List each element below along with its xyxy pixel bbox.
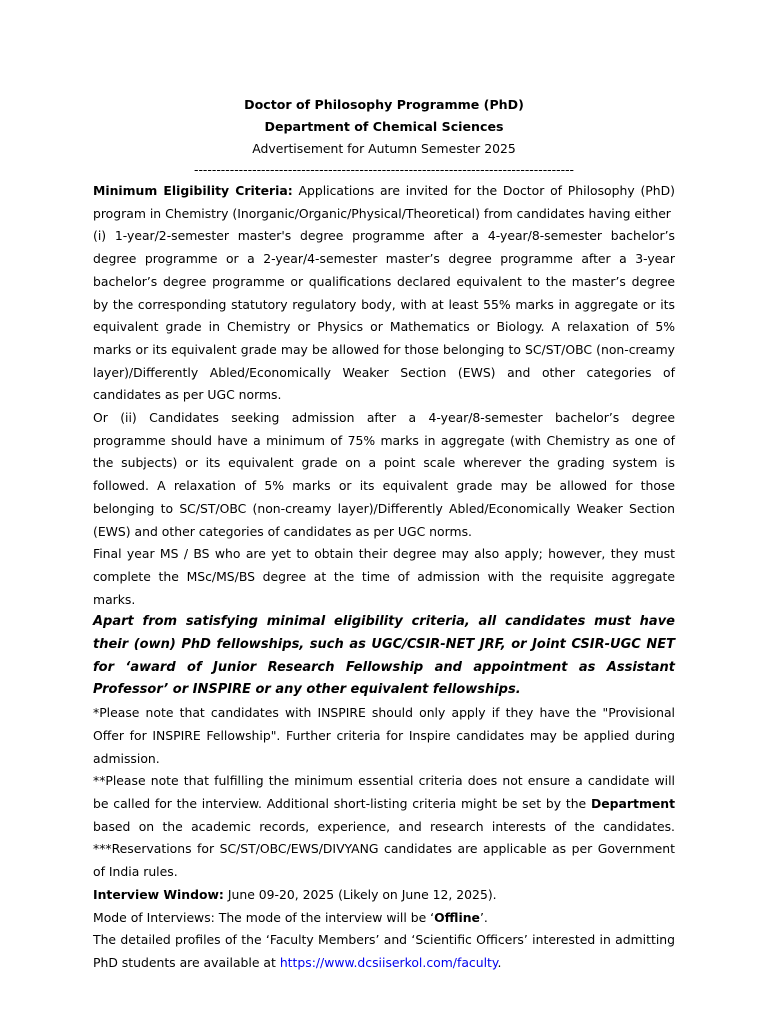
eligibility-option-i: (i) 1-year/2-semester master's degree programme after a 4-year/8-semester bachelor’s degree programme or a 2-year/4-semester master’s degree programme after a 3-year bachelor’s degree programme or qualifications declared equivalent to the master’s degree by the corresponding statutory regulatory body, with at least 55% marks in aggregate or its equivalent grade in Chemistry or Physics or Mathematics or Biology. A relaxation of 5% marks or its equivalent grade may be allowed for those belonging to SC/ST/OBC (non-creamy layer)/Differently Abled/Economically Weaker Section (EWS) and other categories of candidates as per UGC norms. bbox=[93, 228, 675, 403]
advertisement-line: Advertisement for Autumn Semester 2025 bbox=[252, 141, 516, 156]
shortlist-department: Department bbox=[590, 795, 675, 811]
profiles-text: The detailed profiles of the ‘Faculty Members’ and ‘Scientific Officers’ interested in admitting PhD students are available at bbox=[93, 932, 675, 970]
faculty-link[interactable]: https://www.dcsiiserkol.com/faculty bbox=[279, 954, 498, 970]
interview-mode bbox=[93, 907, 675, 930]
interview-dates: June 09-20, 2025 (Likely on June 12, 2025). bbox=[223, 886, 497, 902]
interview-window bbox=[93, 884, 675, 907]
inspire-note: *Please note that candidates with INSPIRE should only apply if they have the "Provisional Offer for INSPIRE Fellowship". Further criteria for Inspire candidates may be applied during admission. bbox=[93, 705, 675, 766]
shortlist-text-before: **Please note that fulfilling the minimum essential criteria does not ensure a candidate will be called for the interview. Additional short-listing criteria might be set by the bbox=[93, 773, 675, 811]
eligibility-intro bbox=[93, 180, 675, 225]
interview-label: Interview Window: bbox=[93, 886, 224, 902]
divider-rule: ------------------------------------------------------------------------------------- bbox=[193, 162, 575, 177]
document-body bbox=[93, 94, 675, 975]
shortlist-note bbox=[93, 770, 675, 884]
mode-offline: Offline bbox=[434, 909, 480, 925]
doc-title: Doctor of Philosophy Programme (PhD) bbox=[244, 97, 524, 112]
fellowship-note: Apart from satisfying minimal eligibility criteria, all candidates must have their (own) PhD fellowships, such as UGC/CSIR-NET JRF, or Joint CSIR-UGC NET for ‘award of Junior Research Fellowship and appointment as Assistant Professor’ or INSPIRE or any other equivalent fellowships. bbox=[93, 614, 675, 698]
mode-text-after: ’. bbox=[479, 909, 488, 925]
eligibility-option-ii: Or (ii) Candidates seeking admission after a 4-year/8-semester bachelor’s degree programme should have a minimum of 75% marks in aggregate (with Chemistry as one of the subjects) or its equivalent grade on a point scale wherever the grading system is followed. A relaxation of 5% marks or its equivalent grade may be allowed for those belonging to SC/ST/OBC (non-creamy layer)/Differently Abled/Economically Weaker Section (EWS) and other categories of candidates as per UGC norms. bbox=[93, 410, 675, 539]
department-name: Department of Chemical Sciences bbox=[264, 119, 504, 134]
faculty-profiles bbox=[93, 929, 675, 974]
final-year-note: Final year MS / BS who are yet to obtain their degree may also apply; however, they must complete the MSc/MS/BS degree at the time of admission with the requisite aggregate marks. bbox=[93, 546, 675, 607]
mode-text-before: Mode of Interviews: The mode of the interview will be ‘ bbox=[93, 909, 435, 925]
eligibility-label: Minimum Eligibility Criteria: bbox=[93, 183, 293, 198]
profiles-end: . bbox=[497, 954, 502, 970]
eligibility-intro-text: Applications are invited for the Doctor of Philosophy (PhD) program in Chemistry (Inorganic/Organic/Physical/Theoretical) from candidates having either bbox=[93, 183, 675, 221]
shortlist-text-after: based on the academic records, experience, and research interests of the candidates. ***Reservations for SC/ST/OBC/EWS/DIVYANG candidates are applicable as per Government of India rules. bbox=[93, 818, 675, 880]
